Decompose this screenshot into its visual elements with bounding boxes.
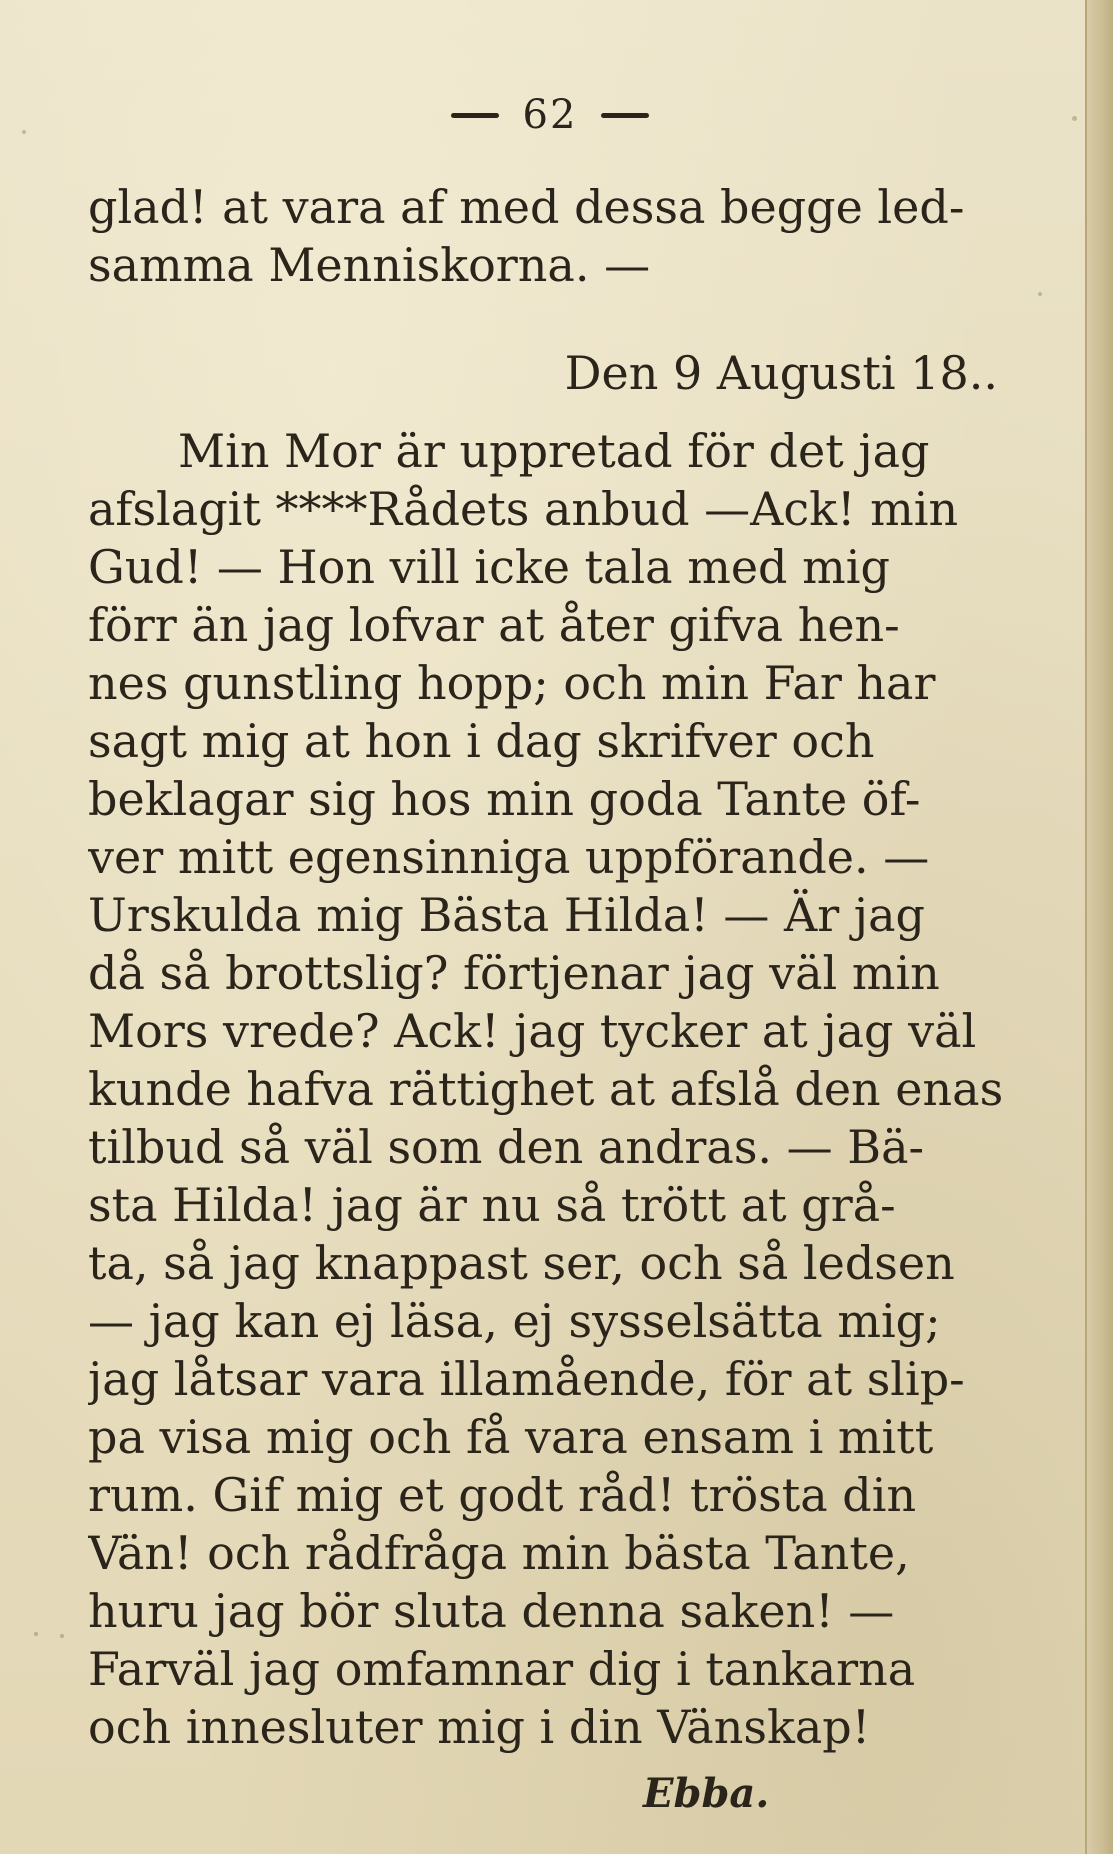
- text-line: förr än jag lofvar at åter gifva hen-: [88, 598, 900, 652]
- foxing-spot: [60, 1634, 64, 1638]
- text-line: glad! at vara af med dessa begge led-: [88, 180, 965, 234]
- text-line: Farväl jag omfamnar dig i tankarna: [88, 1642, 916, 1696]
- text-line: jag låtsar vara illamående, för at slip-: [88, 1352, 965, 1406]
- text-line: afslagit ****Rådets anbud —Ack! min: [88, 482, 959, 536]
- page-number: 62: [522, 92, 578, 138]
- text-line: Mors vrede? Ack! jag tycker at jag väl: [88, 1004, 977, 1058]
- text-line: pa visa mig och få vara ensam i mitt: [88, 1410, 934, 1464]
- text-line: Vän! och rådfråga min bästa Tante,: [88, 1526, 910, 1580]
- text-line: rum. Gif mig et godt råd! trösta din: [88, 1468, 917, 1522]
- foxing-spot: [1038, 292, 1042, 296]
- foxing-spot: [22, 130, 26, 134]
- text-line: ver mitt egensinniga uppförande. —: [88, 830, 930, 884]
- text-line: kunde hafva rättighet at afslå den enas: [88, 1062, 1004, 1116]
- header-dash-left: [451, 113, 499, 118]
- text-line: då så brottslig? förtjenar jag väl min: [88, 946, 940, 1000]
- text-line: tilbud så väl som den andras. — Bä-: [88, 1120, 925, 1174]
- text-line: Urskulda mig Bästa Hilda! — Är jag: [88, 888, 925, 942]
- text-line: sagt mig at hon i dag skrifver och: [88, 714, 875, 768]
- text-line: och innesluter mig i din Vänskap!: [88, 1700, 871, 1754]
- text-line: huru jag bör sluta denna saken! —: [88, 1584, 895, 1638]
- text-line: Gud! — Hon vill icke tala med mig: [88, 540, 890, 594]
- text-line: Min Mor är uppretad för det jag: [178, 424, 930, 478]
- letter-text: [88, 178, 1013, 1822]
- text-line: sta Hilda! jag är nu så trött at grå-: [88, 1178, 896, 1232]
- foxing-spot: [34, 1632, 38, 1636]
- header-dash-right: [601, 113, 649, 118]
- signature: Ebba.: [643, 1770, 770, 1817]
- text-line: — jag kan ej läsa, ej sysselsätta mig;: [88, 1294, 941, 1348]
- text-line: ta, så jag knappast ser, och så ledsen: [88, 1236, 955, 1290]
- text-line: samma Menniskorna. —: [88, 238, 651, 292]
- page-edge: [1085, 0, 1113, 1854]
- foxing-spot: [1072, 116, 1077, 121]
- letter-date: Den 9 Augusti 18..: [564, 346, 998, 400]
- text-line: beklagar sig hos min goda Tante öf-: [88, 772, 921, 826]
- page-header: [400, 92, 700, 152]
- text-line: nes gunstling hopp; och min Far har: [88, 656, 936, 710]
